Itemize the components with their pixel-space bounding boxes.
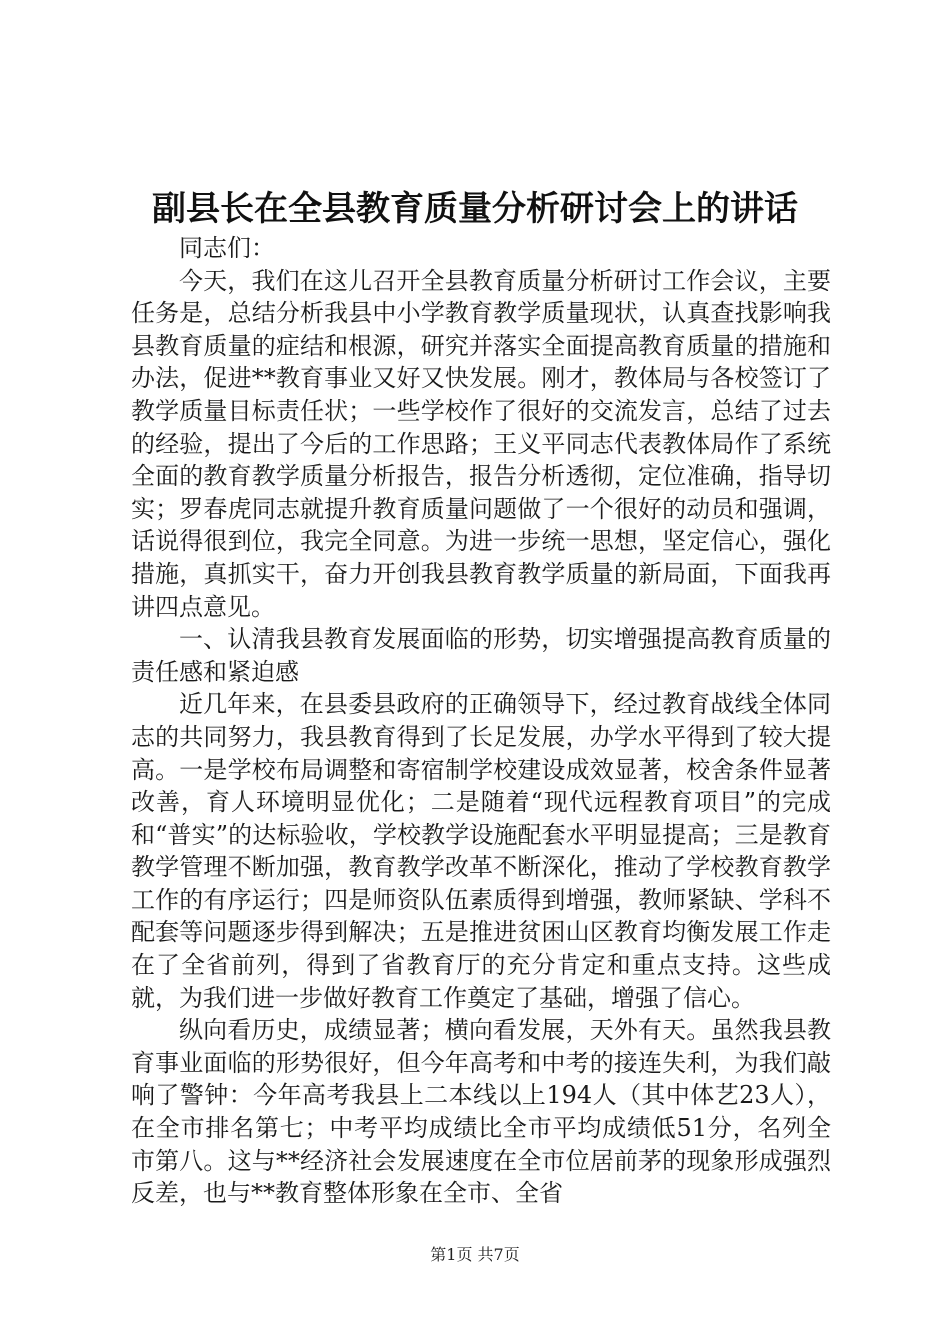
salutation: 同志们： (179, 234, 275, 262)
document-title: 副县长在全县教育质量分析研讨会上的讲话 (152, 189, 798, 229)
document-body (131, 232, 831, 1210)
paragraph: 近几年来，在县委县政府的正确领导下，经过教育战线全体同志的共同努力，我县教育得到了长足发展，办学水平得到了较大提高。一是学校布局调整和寄宿制学校建设成效显著，校舍条件显著改善，育人环境明显优化；二是随着“现代远程教育项目”的完成和“普实”的达标验收，学校教学设施配套水平明显提高；三是教育教学管理不断加强，教育教学改革不断深化，推动了学校教育教学工作的有序运行；四是师资队伍素质得到增强，教师紧缺、学科不配套等问题逐步得到解决；五是推进贫困山区教育均衡发展工作走在了全省前列，得到了省教育厅的充分肯定和重点支持。这些成就，为我们进一步做好教育工作奠定了基础，增强了信心。 (131, 690, 831, 1012)
section-heading: 一、认清我县教育发展面临的形势，切实增强提高教育质量的责任感和紧迫感 (131, 625, 831, 686)
page-number-footer: 第1页 共7页 (430, 1245, 520, 1264)
paragraph: 今天，我们在这儿召开全县教育质量分析研讨工作会议，主要任务是，总结分析我县中小学教育教学质量现状，认真查找影响我县教育质量的症结和根源，研究并落实全面提高教育质量的措施和办法，促进**教育事业又好又快发展。刚才，教体局与各校签订了教学质量目标责任状；一些学校作了很好的交流发言，总结了过去的经验，提出了今后的工作思路；王义平同志代表教体局作了系统全面的教育教学质量分析报告，报告分析透彻，定位准确，指导切实；罗春虎同志就提升教育质量问题做了一个很好的动员和强调，话说得很到位，我完全同意。为进一步统一思想，坚定信心，强化措施，真抓实干，奋力开创我县教育教学质量的新局面，下面我再讲四点意见。 (131, 266, 831, 621)
paragraph: 纵向看历史，成绩显著；横向看发展，天外有天。虽然我县教育事业面临的形势很好，但今年高考和中考的接连失利，为我们敲响了警钟：今年高考我县上二本线以上194人（其中体艺23人），在全市排名第七；中考平均成绩比全市平均成绩低51分，名列全市第八。这与**经济社会发展速度在全市位居前茅的现象形成强烈反差，也与**教育整体形象在全市、全省 (131, 1016, 831, 1208)
